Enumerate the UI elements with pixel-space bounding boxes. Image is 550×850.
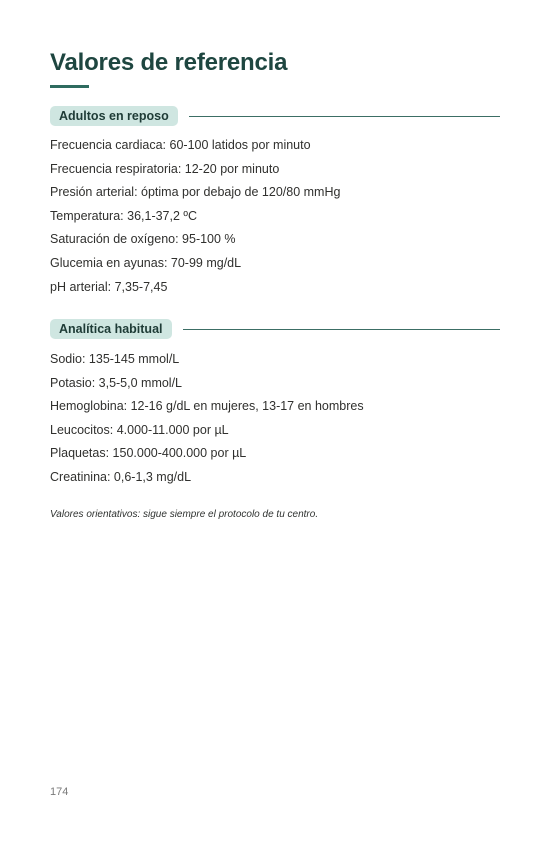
section-divider (183, 329, 501, 330)
footnote: Valores orientativos: sigue siempre el protocolo de tu centro. (50, 509, 319, 520)
list-item: Hemoglobina: 12-16 g/dL en mujeres, 13-17 en hombres (50, 399, 364, 414)
page-number: 174 (50, 786, 69, 798)
list-item: Frecuencia cardiaca: 60-100 latidos por minuto (50, 138, 311, 152)
reference-list-analitica (50, 348, 364, 490)
page-title: Valores de referencia (50, 49, 288, 76)
title-underline (50, 85, 89, 88)
reference-list-adultos (50, 134, 340, 299)
list-item: Frecuencia respiratoria: 12-20 por minuto (50, 161, 280, 176)
list-item: Leucocitos: 4.000-11.000 por µL (50, 422, 229, 437)
section-header-analitica-habitual (50, 319, 500, 339)
list-item: Potasio: 3,5-5,0 mmol/L (50, 375, 183, 390)
list-item: pH arterial: 7,35-7,45 (50, 279, 168, 294)
list-item: Glucemia en ayunas: 70-99 mg/dL (50, 255, 242, 270)
section-header-adultos-en-reposo (50, 106, 500, 126)
section-label: Analítica habitual (50, 319, 172, 339)
list-item: Presión arterial: óptima por debajo de 120/80 mmHg (50, 185, 341, 200)
list-item: Creatinina: 0,6-1,3 mg/dL (50, 469, 192, 484)
list-item: Sodio: 135-145 mmol/L (50, 352, 180, 366)
list-item: Temperatura: 36,1-37,2 ºC (50, 208, 198, 223)
list-item: Saturación de oxígeno: 95-100 % (50, 232, 236, 247)
list-item: Plaquetas: 150.000-400.000 por µL (50, 446, 247, 461)
section-divider (189, 116, 500, 117)
section-label: Adultos en reposo (50, 106, 178, 126)
